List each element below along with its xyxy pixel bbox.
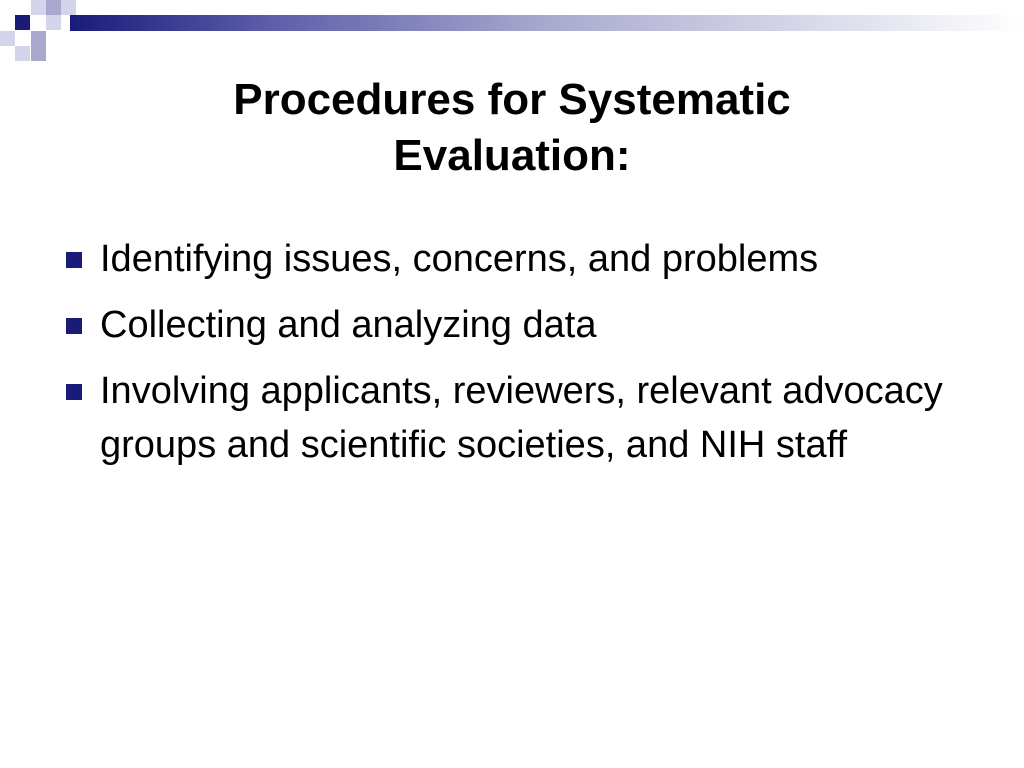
bullet-text: Identifying issues, concerns, and problems: [100, 238, 819, 280]
square-bullet-icon: [66, 252, 82, 268]
decor-square: [15, 46, 30, 61]
decor-square: [31, 0, 46, 15]
bullet-item: [62, 298, 982, 352]
decor-square: [31, 46, 46, 61]
decor-square: [46, 15, 61, 30]
decor-square: [46, 0, 61, 15]
decor-square: [15, 15, 30, 30]
decor-square: [0, 31, 15, 46]
slide-title: [0, 72, 1024, 184]
bullet-item: [62, 232, 982, 286]
decor-square: [31, 31, 46, 46]
header-gradient-bar: [70, 15, 1024, 31]
bullet-text: Collecting and analyzing data: [100, 304, 597, 346]
bullet-list: [62, 232, 982, 484]
decor-square: [61, 0, 76, 15]
bullet-item: [62, 364, 982, 472]
slide-title-line-1: Procedures for Systematic: [233, 75, 791, 124]
square-bullet-icon: [66, 384, 82, 400]
bullet-text: Involving applicants, reviewers, relevant advocacy groups and scientific societies, and NIH staff: [100, 370, 943, 466]
square-bullet-icon: [66, 318, 82, 334]
slide-title-line-2: Evaluation:: [393, 131, 631, 180]
